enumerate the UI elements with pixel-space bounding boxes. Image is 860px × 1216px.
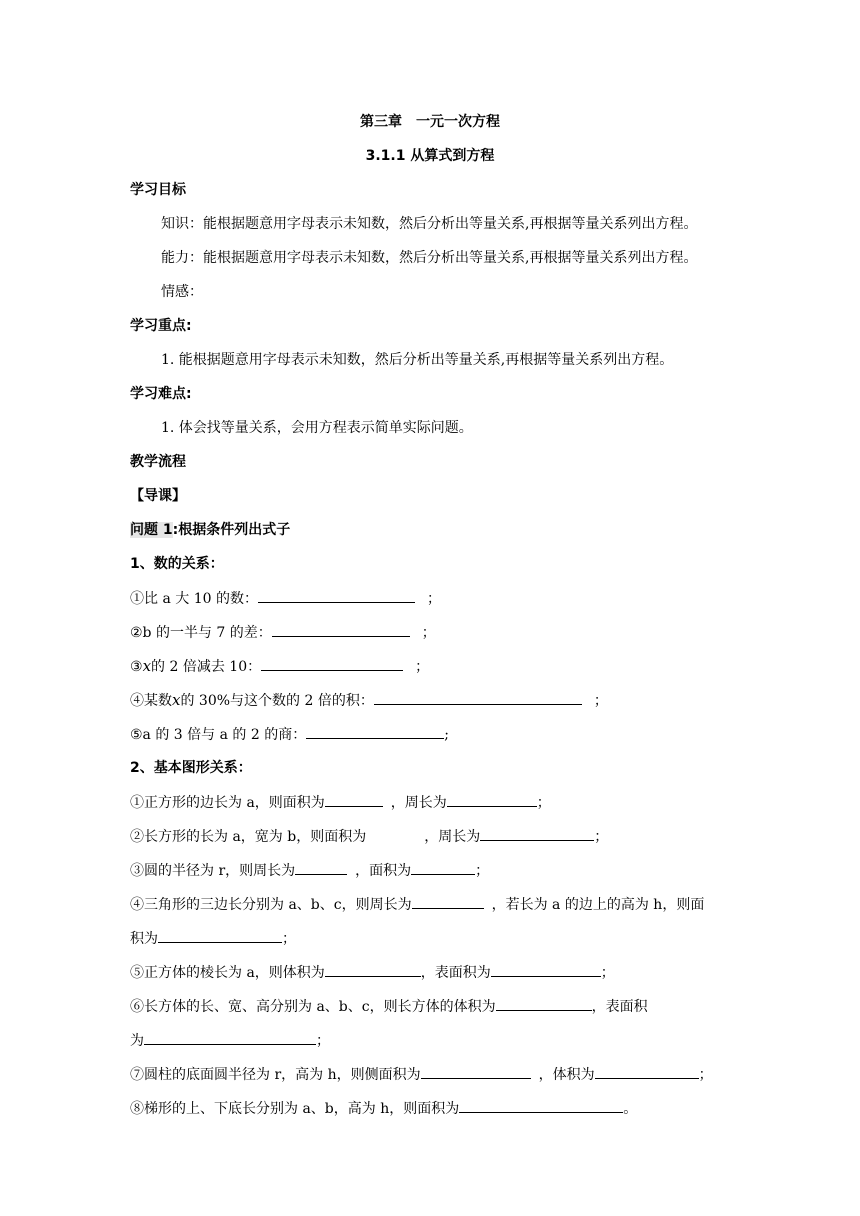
s6-cont-text: 为 [130,1033,144,1049]
s3-punct: ； [475,863,490,879]
shape-question-5 [130,962,615,983]
s3-area-blank[interactable] [411,860,475,875]
q1-answer-blank[interactable] [258,588,415,603]
q1-text: ①比 a 大 10 的数： [130,591,258,607]
s6-text: ⑥长方体的长、宽、高分别为 a、b、c，则长方体的体积为 [130,999,496,1015]
q2-punct: ； [421,625,436,641]
s1-area-blank[interactable] [325,792,383,807]
number-question-3 [130,656,429,677]
s8-text: ⑧梯形的上、下底长分别为 a、b，高为 h，则面积为 [130,1101,460,1117]
s3-circumference-blank[interactable] [295,860,347,875]
s7-punct: ； [698,1067,713,1083]
q5-text: ⑤a 的 3 倍与 a 的 2 的商： [130,727,307,743]
s5-volume-blank[interactable] [325,962,421,977]
q4-punct: ； [593,693,608,709]
shape-question-4 [130,894,704,915]
objective-knowledge: 知识：能根据题意用字母表示未知数，然后分析出等量关系,再根据等量关系列出方程。 [161,216,698,232]
numbers-heading: 1、数的关系： [130,556,224,572]
s4-area-blank[interactable] [158,928,282,943]
q4-answer-blank[interactable] [374,690,582,705]
s7-lateral-blank[interactable] [421,1064,531,1079]
shape-question-4-cont [130,928,296,949]
q2-text: ②b 的一半与 7 的差： [130,625,272,641]
number-question-5 [130,724,449,745]
s2-mid: ，周长为 [424,829,481,845]
shape-question-6-cont [130,1030,330,1051]
s7-mid: ，体积为 [538,1067,595,1083]
shapes-heading: 2、基本图形关系： [130,760,252,776]
intro-heading: 【导课】 [130,488,186,504]
shape-question-6 [130,996,648,1017]
q4-prefix: ④某数 [130,693,172,709]
s2-punct: ； [594,829,609,845]
s5-punct: ； [600,965,615,981]
chapter-title: 第三章 一元一次方程 [360,114,500,130]
problem-1-label: 问题 1 [130,522,173,538]
s6-mid: ，表面积 [591,999,648,1015]
s5-text: ⑤正方体的棱长为 a，则体积为 [130,965,325,981]
q5-answer-blank[interactable] [306,724,444,739]
shape-question-2 [130,826,608,847]
s6-volume-blank[interactable] [496,996,592,1011]
s5-mid: ，表面积为 [420,965,491,981]
difficulty-1: 1. 体会找等量关系，会用方程表示简单实际问题。 [161,420,473,436]
objective-ability: 能力：能根据题意用字母表示未知数，然后分析出等量关系,再根据等量关系列出方程。 [161,250,698,266]
s1-punct: ； [536,795,551,811]
s4-text: ④三角形的三边长分别为 a、b、c，则周长为 [130,897,412,913]
shape-question-7 [130,1064,713,1085]
shape-question-3 [130,860,489,881]
s7-text: ⑦圆柱的底面圆半径为 r，高为 h，则侧面积为 [130,1067,421,1083]
s8-punct: 。 [623,1101,638,1117]
objectives-heading: 学习目标 [130,182,186,198]
s2-text: ②长方形的长为 a，宽为 b，则面积为 [130,829,367,845]
s1-text: ①正方形的边长为 a，则面积为 [130,795,325,811]
difficulties-heading: 学习难点: [130,386,192,402]
s1-perimeter-blank[interactable] [447,792,537,807]
q4-text: 的 30%与这个数的 2 倍的积： [180,693,374,709]
s3-mid: ，面积为 [355,863,412,879]
problem-1-text: :根据条件列出式子 [172,522,291,538]
q4-variable: x [172,691,181,709]
problem-1 [130,520,290,540]
shape-question-8 [130,1098,637,1119]
s8-area-blank[interactable] [459,1098,623,1113]
number-question-1 [130,588,441,609]
s5-surface-blank[interactable] [491,962,601,977]
q2-answer-blank[interactable] [272,622,410,637]
s2-perimeter-blank[interactable] [480,826,594,841]
s7-volume-blank[interactable] [595,1064,699,1079]
q3-answer-blank[interactable] [261,656,403,671]
q5-punct: ; [444,727,449,743]
flow-heading: 教学流程 [130,454,186,470]
s4-mid: ，若长为 a 的边上的高为 h，则面 [491,897,705,913]
q1-punct: ； [426,591,441,607]
key-point-1: 1. 能根据题意用字母表示未知数，然后分析出等量关系,再根据等量关系列出方程。 [161,352,674,368]
q3-punct: ； [415,659,430,675]
s3-text: ③圆的半径为 r，则周长为 [130,863,296,879]
s4-cont-text: 积为 [130,931,158,947]
s6-punct: ； [316,1033,330,1049]
s4-perimeter-blank[interactable] [412,894,484,909]
q3-variable: x [142,657,152,675]
s4-punct: ； [282,931,296,947]
q3-prefix: ③ [130,659,143,675]
q3-text: 的 2 倍减去 10： [151,659,262,675]
objective-emotion: 情感： [161,284,203,300]
s1-mid: ，周长为 [390,795,447,811]
number-question-2 [130,622,436,643]
s6-surface-blank[interactable] [144,1030,316,1045]
section-title: 3.1.1 从算式到方程 [365,148,495,164]
number-question-4 [130,690,608,711]
key-points-heading: 学习重点: [130,318,192,334]
shape-question-1 [130,792,551,813]
